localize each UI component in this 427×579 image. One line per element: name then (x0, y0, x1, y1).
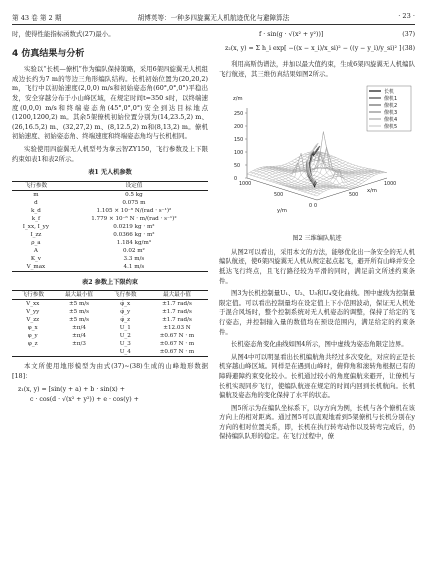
table-row (12, 231, 208, 239)
z-tick-label: 250 (234, 112, 244, 118)
table-cell: 1.105 × 10⁻⁶ N/(rad · s⁻¹)² (96, 207, 172, 214)
table-cell (12, 348, 53, 357)
table-cell: ±π/3 (72, 341, 86, 348)
table-cell: V_max (12, 263, 60, 272)
z-tick-label: 100 (234, 151, 244, 157)
table-row (12, 223, 208, 231)
table-cell: V_xx (26, 301, 40, 308)
y-axis-label: y/m (277, 208, 287, 215)
table-cell: 0.075 m (122, 199, 146, 206)
table-cell: 0.0366 kg · m² (113, 231, 155, 238)
table-cell: 0.5 kg (125, 191, 143, 198)
table-cell: ±π/4 (72, 325, 86, 332)
table-cell: ±0.67 N · m (146, 348, 208, 357)
table-cell: ±1.7 rad/s (162, 309, 192, 316)
table-cell: m (33, 191, 39, 198)
table-row (12, 215, 208, 223)
table-header-cell: 飞行参数 (104, 291, 145, 300)
z-axis-label: z/m (233, 96, 243, 103)
table-cell: φ_x (27, 325, 38, 332)
header-volume: 第 43 卷 第 2 期 (12, 14, 62, 22)
table-row (12, 348, 208, 357)
table-row (12, 308, 208, 316)
equation-37-part3 (219, 30, 415, 40)
equation-text: f · sin(g · √(x² + y²))] (259, 31, 324, 38)
table-header-cell: 最大最小值 (146, 291, 208, 300)
table-cell: φ̇_y (120, 309, 131, 316)
z-tick-label: 50 (234, 164, 241, 170)
table-cell: ±1.7 rad/s (162, 317, 192, 324)
table-cell: I_zz (30, 231, 42, 238)
section-heading: 4 仿真结果与分析 (12, 48, 85, 59)
paragraph: 图5所示为在编队坐标系下，以y方向为例，长机与各个僚机在该方向上的相对距离。通过图5可以直观地看到5架僚机与长机分别在y方向的相对位置关系，即，长机在执行转弯动作以及转弯完成后，仍保持编队队形的稳定。在飞行过程中，僚 (219, 403, 415, 441)
table1-uav-params (12, 181, 208, 272)
table-cell: 1.779 × 10⁻⁶ N · m/(rad · s⁻¹)² (91, 215, 177, 222)
table-row (12, 239, 208, 247)
paragraph: 实验以“长机—僚机”作为编队保持策略，采用6架四旋翼无人机组成边长约为7 m的等边三角形编队结构。长机初始位置为(20,20,2) m，飞行中以初始速度(2,0,0) m/s和初始姿态角(60°,0°,0°)平稳出发，安全穿越分布于小山峰区域，在规定时间t=350 s时，以终端速度(0,0,0) m/s和终端姿态角(45°,0°,0°)安全到达目标地点(1200,1200,2) m。其余5架僚机初始位置分别为(14,23.5,2) m、(26,16.5,2) m、(32,27,2) m、(8,12.5,2) m和(8,13,2) m。僚机初始速度、初始姿态角、终端速度和终端姿态角均与长机相同。 (12, 65, 208, 141)
table-row (12, 263, 208, 272)
table-cell: φ_z (27, 341, 38, 348)
legend-label: 僚机5 (384, 124, 398, 131)
table-cell (53, 348, 104, 357)
table1-caption: 表1 无人机参数 (88, 169, 132, 177)
table-cell: 4.1 m/s (60, 263, 208, 272)
paragraph: 利用高斯伪谱法，并加以最大值约束，生成6架四旋翼无人机编队飞行航迹，其三维仿真结果如图2所示。 (219, 60, 415, 78)
legend-label: 僚机3 (384, 110, 398, 117)
table-cell: ±5 m/s (68, 317, 90, 324)
table-row (12, 300, 208, 309)
table-cell: φ̇_z (120, 317, 131, 324)
table-row (12, 332, 208, 340)
paragraph: 长机姿态角变化曲线如图4所示，图中虚线为姿态角限定边界。 (231, 340, 408, 349)
figure-caption: 图2 三维编队航迹 (292, 235, 342, 243)
table-row (12, 199, 208, 207)
legend-label: 长机 (384, 89, 395, 96)
table-cell: U_2 (119, 333, 131, 340)
x-tick-label: 1000 (384, 182, 397, 188)
table-cell: K_v (30, 255, 41, 262)
table-row (12, 324, 208, 332)
table-cell: k_d (31, 207, 41, 214)
equation-38 (219, 44, 415, 54)
table-cell: ρ_a (31, 239, 41, 246)
x-axis-label: x/m (367, 188, 377, 195)
table-row (12, 190, 208, 199)
table-row (12, 247, 208, 255)
legend-label: 僚机4 (384, 117, 398, 124)
legend-label: 僚机1 (384, 96, 398, 103)
trajectory-plot (219, 82, 415, 232)
intro-line: 时，使得性能指标函数式(27)最小。 (12, 30, 115, 38)
y-tick-label: 1000 (239, 182, 252, 188)
table-cell: 0.02 m² (123, 247, 145, 254)
paragraph: 实验使用四旋翼无人机型号为拿云智ZY150，飞行参数及上下限约束如表1和表2所示。 (12, 144, 208, 163)
table-cell: 3.3 m/s (123, 255, 145, 262)
table2-caption: 表2 参数上下限约束 (82, 278, 138, 286)
table2-constraints (12, 290, 208, 357)
table-header-cell: 飞行参数 (12, 291, 53, 300)
running-header (12, 10, 415, 25)
legend-label: 僚机2 (384, 103, 398, 110)
equation-text: z₂(x, y) = Σ h_i exp[ −((x − x_i)/x_si)² − ((y − y_i)/y_si)² ] (225, 45, 402, 52)
table-cell: I_xx, I_yy (22, 223, 49, 230)
x-tick-label: 500 (349, 193, 359, 199)
y-tick-label: 500 (274, 193, 284, 199)
paragraph: 从图4中可以明显看出长机编航角共经过多次变化，对应的正是长机穿越山峰区域。同样是在遇到山峰时，俯仰角和滚转角根据已有的障碍避障约束变化较小。长机通过较小的角度偏航来避开，让僚机与长机实现同步飞行，使编队航迹在规定的时间内回到长机航向。长机偏航及姿态角的变化保持了水平的状态。 (219, 352, 415, 400)
table-cell: U_3 (119, 341, 131, 348)
header-title: 胡博英等：一种多四旋翼无人机航迹优化与避障算法 (137, 14, 290, 22)
table-cell: ±0.67 N · m (159, 341, 195, 348)
header-page-number: · 23 · (398, 12, 415, 20)
table-cell: 1.184 kg/m³ (116, 239, 151, 246)
table-cell: ±π/4 (72, 333, 86, 340)
table-cell: U_1 (119, 325, 131, 332)
table-row (12, 255, 208, 263)
terrain-mesh-line (317, 151, 387, 173)
table-cell: ±5 m/s (68, 301, 90, 308)
table-cell: ±12.03 N (163, 325, 191, 332)
table-cell: V_zz (26, 317, 40, 324)
table-cell: 0.0219 kg · m² (113, 223, 155, 230)
left-column (12, 30, 208, 405)
y-tick-label: 0 (309, 204, 313, 210)
z-tick-label: 0 (234, 177, 238, 183)
z-tick-label: 150 (234, 138, 244, 144)
table-cell: A (33, 247, 38, 254)
table-cell: ±5 m/s (68, 309, 90, 316)
paragraph: 从图2可以看出，采用本文的方法，能够优化出一条安全的无人机编队航迹，使6架四旋翼无人机从规定起点起飞，避开所有山峰并安全抵达飞行终点，且飞行路径较为平滑的同时，满足前文所述约束条件。 (219, 247, 415, 285)
z-tick-label: 200 (234, 125, 244, 131)
table-cell: φ̇_x (120, 301, 131, 308)
terrain-mesh-line (288, 149, 358, 188)
table-header-cell: 设定值 (60, 181, 208, 190)
table-cell: φ_y (27, 333, 38, 340)
table-header-cell: 最大最小值 (53, 291, 104, 300)
equation-number: (38) (402, 45, 415, 52)
right-column (219, 30, 415, 445)
equation-number: (37) (402, 31, 415, 38)
table-row (12, 207, 208, 215)
paragraph: 图3为长机控制量U₁、U₂、U₃和U₄变化曲线。图中虚线为控制量限定值。可以看出控制量均在设定值上下小范围波动，保证无人机处于混合风场时，整个控制系统对无人机姿态的调整，保持了给定的飞行姿态，并控制输入量的数值均在预设范围内，满足给定的约束条件。 (219, 289, 415, 336)
table-row (12, 316, 208, 324)
equation-37-part2: c · cos(d · √(x² + y²)) + e · cos(y) + (30, 395, 139, 403)
figure-3d-trajectory (219, 82, 415, 232)
table-cell: k_f (31, 215, 41, 222)
table-cell: d (34, 199, 38, 206)
table-cell: ±1.7 rad/s (162, 301, 192, 308)
equation-37-part1: z₁(x, y) = [sin(y + a) + b · sin(x) + (18, 385, 125, 393)
table-cell: V_yy (26, 309, 40, 316)
table-cell: ±0.67 N · m (159, 333, 195, 340)
x-tick-label: 0 (314, 204, 318, 210)
paragraph: 本文所使用地形模型为由式(37)~(38)生成的山峰地形数据[18]： (12, 362, 208, 380)
table-row (12, 340, 208, 348)
axis-frame (247, 178, 387, 200)
table-header-cell: 飞行参数 (12, 181, 60, 190)
table-cell: U_4 (104, 348, 145, 357)
